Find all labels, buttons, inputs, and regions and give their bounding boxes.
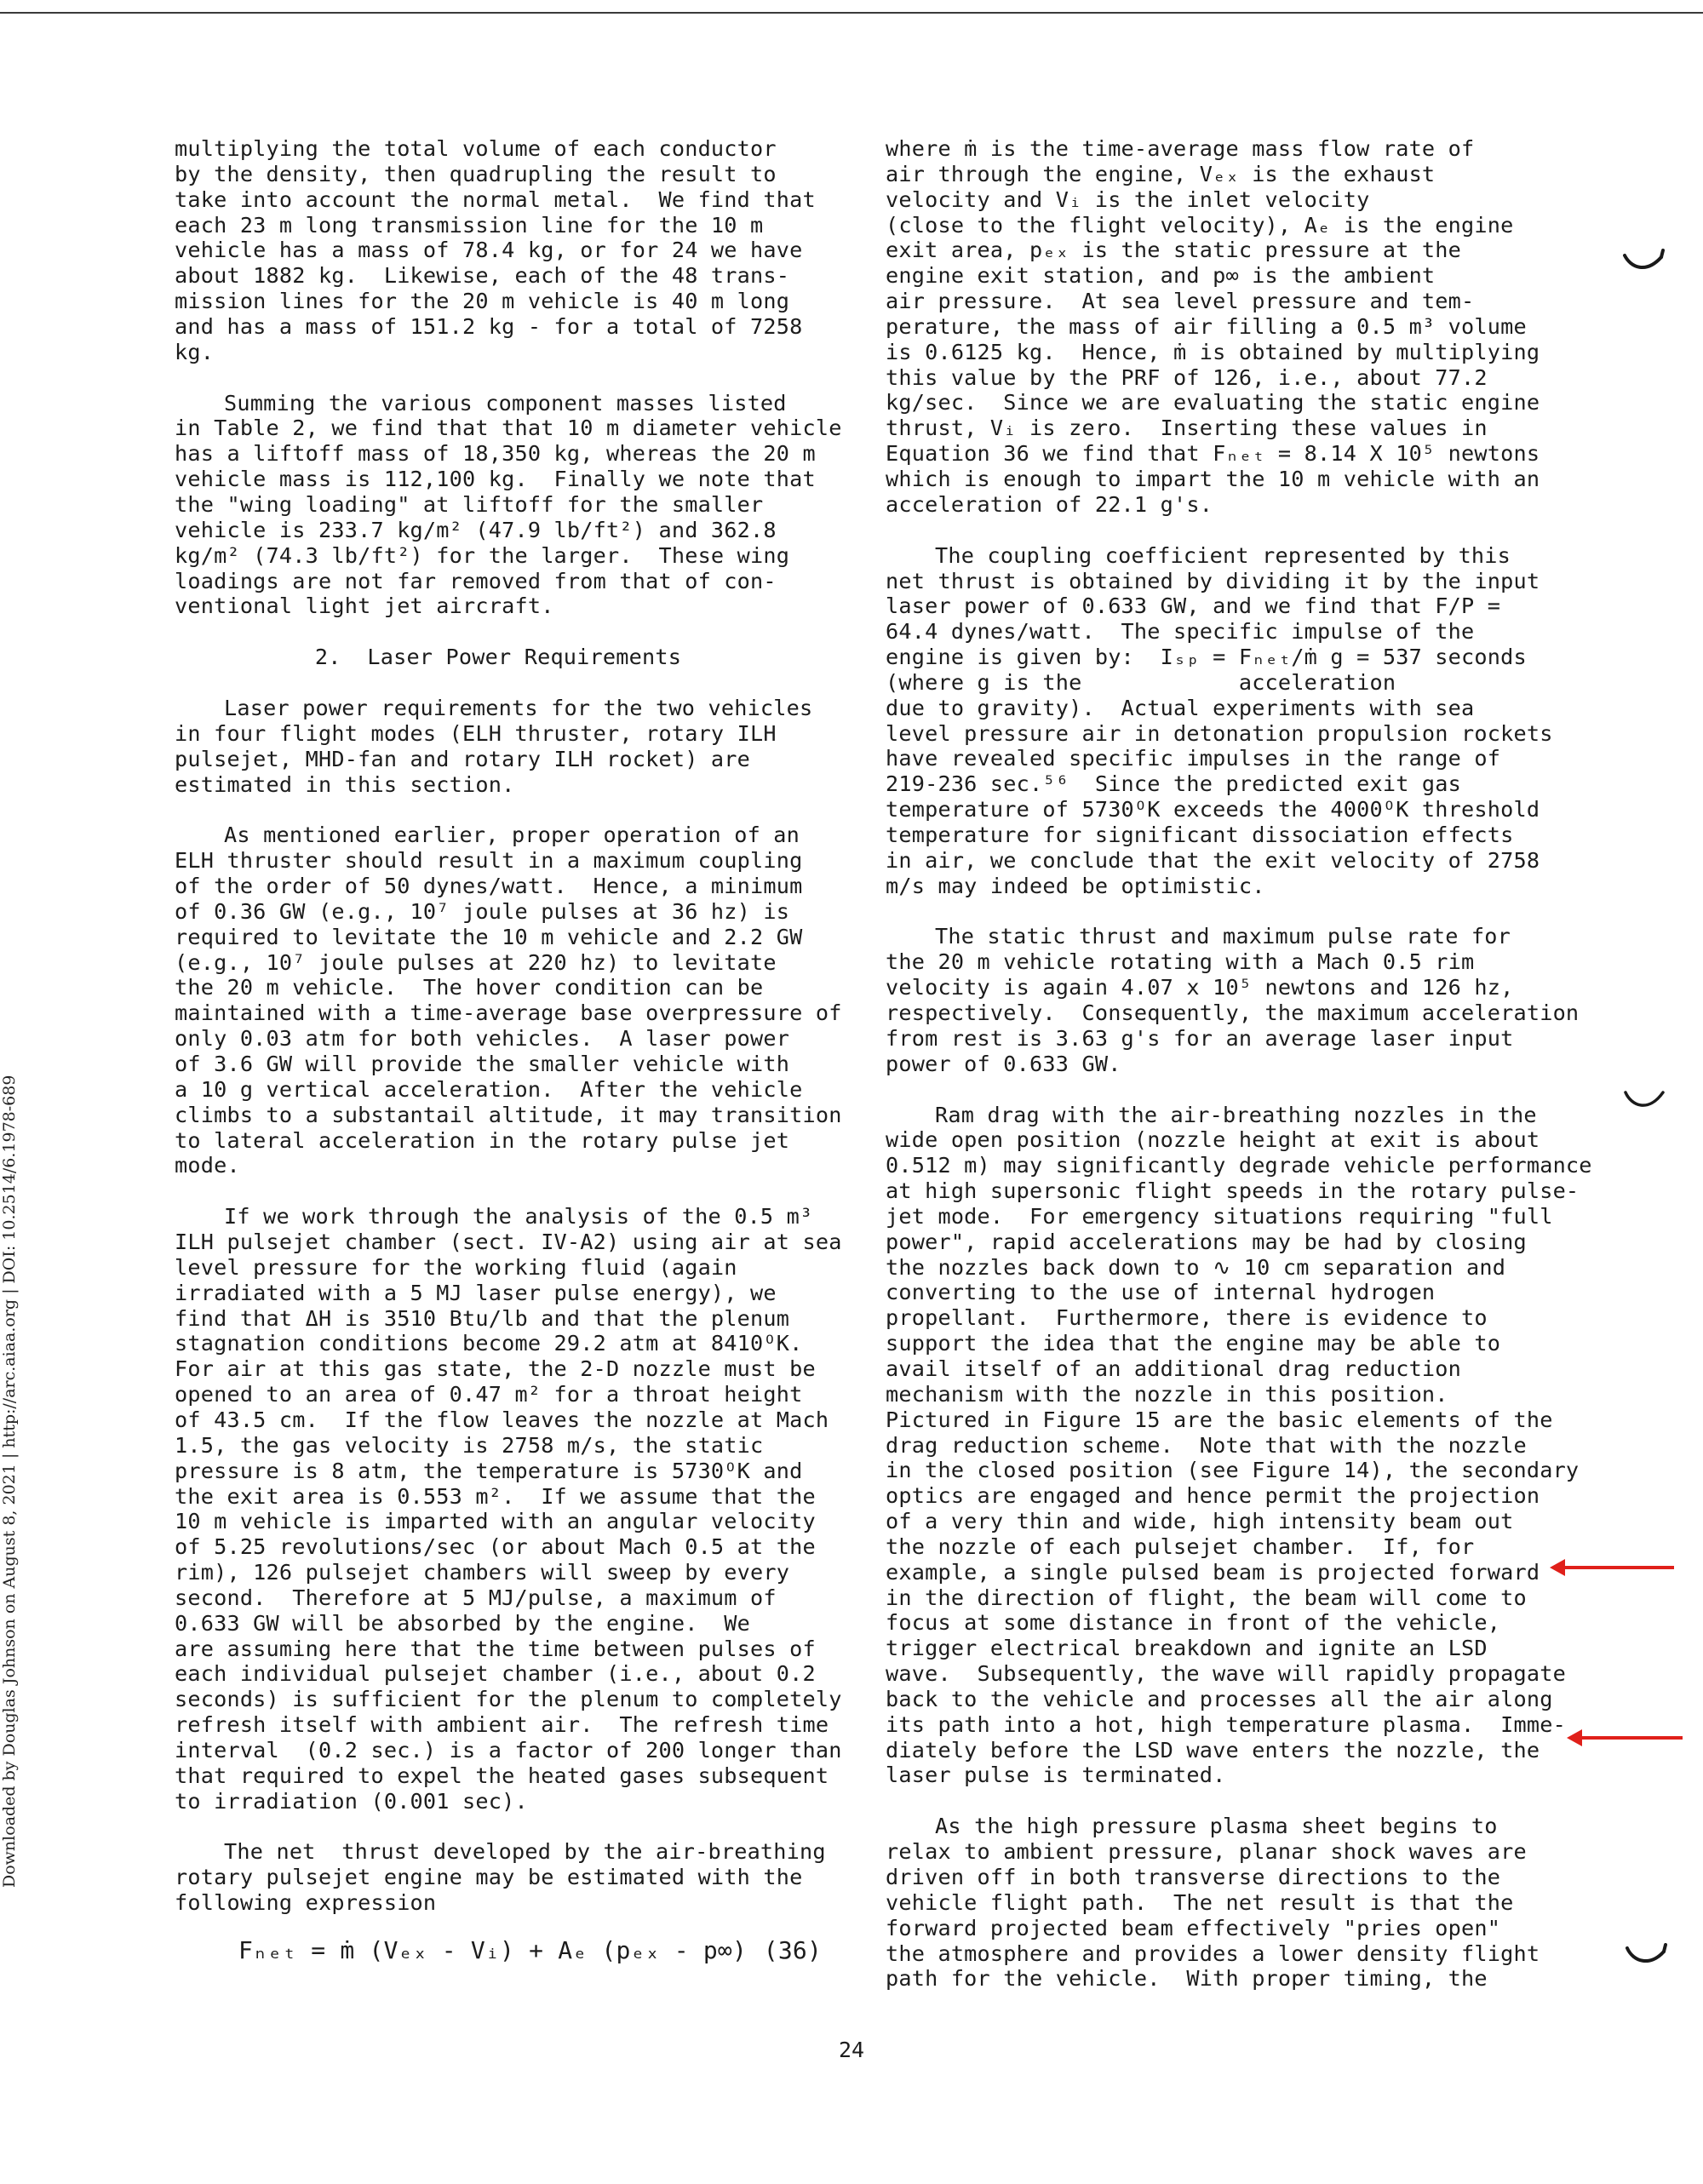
- text-line: Pictured in Figure 15 are the basic elements of the: [886, 1407, 1553, 1432]
- text-line: of the order of 50 dynes/watt. Hence, a minimum: [175, 874, 803, 899]
- text-line: velocity and Vᵢ is the inlet velocity: [886, 186, 1370, 212]
- text-line: net thrust is obtained by dividing it by the input: [886, 568, 1540, 593]
- text-line: If we work through the analysis of the 0.5 m³: [224, 1204, 813, 1230]
- margin-check-mark-icon: [1623, 1087, 1666, 1118]
- text-line: The static thrust and maximum pulse rate for: [935, 924, 1511, 949]
- text-line: each 23 m long transmission line for the 10 m: [175, 212, 764, 238]
- red-arrow-icon: [1565, 1727, 1684, 1749]
- text-line: converting to the use of internal hydrogen: [886, 1280, 1436, 1305]
- text-line: avail itself of an additional drag reduction: [886, 1356, 1462, 1381]
- paragraph: [886, 543, 1584, 899]
- equation-36: [175, 1938, 822, 1989]
- text-line: support the idea that the engine may be able to: [886, 1331, 1501, 1356]
- text-line: diately before the LSD wave enters the nozzle, the: [886, 1737, 1540, 1763]
- text-line: forward projected beam effectively "pries open": [886, 1915, 1501, 1940]
- text-line: has a liftoff mass of 18,350 kg, whereas the 20 m: [175, 441, 816, 467]
- margin-check-mark-icon: [1622, 249, 1665, 279]
- text-line: have revealed specific impulses in the range of: [886, 746, 1501, 771]
- text-line: kg/sec. Since we are evaluating the static engine: [886, 390, 1540, 416]
- text-line: back to the vehicle and processes all the air along: [886, 1686, 1553, 1711]
- text-line: laser power of 0.633 GW, and we find that F/P =: [886, 593, 1501, 619]
- text-line: exit area, pₑₓ is the static pressure at the: [886, 238, 1462, 263]
- text-line: air through the engine, Vₑₓ is the exhaust: [886, 161, 1436, 186]
- paragraph: [175, 390, 842, 620]
- text-line: wide open position (nozzle height at exit is about: [886, 1127, 1540, 1153]
- text-line: opened to an area of 0.47 m² for a throat height: [175, 1382, 803, 1407]
- text-line: pulsejet, MHD-fan and rotary ILH rocket) are: [175, 746, 751, 771]
- text-line: maintained with a time-average base overpressure of: [175, 1000, 842, 1026]
- text-line: find that ΔH is 3510 Btu/lb and that the plenum: [175, 1305, 790, 1331]
- text-line: multiplying the total volume of each conductor: [175, 136, 777, 161]
- text-line: in four flight modes (ELH thruster, rotary ILH: [175, 720, 777, 746]
- text-line: example, a single pulsed beam is projected forward: [886, 1559, 1540, 1585]
- text-line: ELH thruster should result in a maximum coupling: [175, 848, 803, 874]
- text-line: thrust, Vᵢ is zero. Inserting these values in: [886, 416, 1488, 441]
- text-line: focus at some distance in front of the vehicle,: [886, 1610, 1501, 1636]
- text-line: this value by the PRF of 126, i.e., about 77.2: [886, 364, 1488, 390]
- text-line: loadings are not far removed from that of con-: [175, 568, 777, 593]
- text-line: acceleration of 22.1 g's.: [886, 491, 1213, 517]
- text-line: vehicle is 233.7 kg/m² (47.9 lb/ft²) and 362.8: [175, 517, 777, 542]
- text-line: in the direction of flight, the beam will come to: [886, 1585, 1527, 1610]
- text-line: kg/m² (74.3 lb/ft²) for the larger. These wing: [175, 542, 790, 568]
- text-line: drag reduction scheme. Note that with the nozzle: [886, 1432, 1527, 1458]
- text-line: The net thrust developed by the air-breathing: [224, 1839, 826, 1865]
- margin-check-mark-icon: [1625, 1943, 1667, 1974]
- text-line: ILH pulsejet chamber (sect. IV-A2) using air at sea: [175, 1230, 842, 1255]
- red-arrow-icon: [1548, 1556, 1676, 1579]
- text-line: of 43.5 cm. If the flow leaves the nozzle at Mach: [175, 1407, 829, 1432]
- text-line: 219-236 sec.⁵⁶ Since the predicted exit gas: [886, 771, 1462, 797]
- text-line: its path into a hot, high temperature plasma. Imme-: [886, 1711, 1566, 1737]
- text-line: Ram drag with the air-breathing nozzles in the: [935, 1102, 1537, 1127]
- text-line: the nozzle of each pulsejet chamber. If, for: [886, 1533, 1475, 1559]
- text-line: of 5.25 revolutions/sec (or about Mach 0.5 at the: [175, 1534, 816, 1560]
- text-line: engine is given by: Iₛₚ = Fₙₑₜ/ṁ g = 537 seconds: [886, 645, 1527, 670]
- text-line: Laser power requirements for the two vehicles: [224, 696, 813, 721]
- text-line: Equation 36 we find that Fₙₑₜ = 8.14 X 10⁵ newtons: [886, 441, 1540, 467]
- text-line: wave. Subsequently, the wave will rapidly propagate: [886, 1661, 1566, 1687]
- text-line: by the density, then quadrupling the result to: [175, 161, 777, 186]
- right-column: [886, 136, 1592, 2017]
- text-line: the exit area is 0.553 m². If we assume that the: [175, 1483, 816, 1509]
- text-line: refresh itself with ambient air. The refresh time: [175, 1712, 829, 1738]
- text-line: 10 m vehicle is imparted with an angular velocity: [175, 1509, 816, 1534]
- paragraph: [886, 1814, 1584, 1992]
- paragraph: [886, 1102, 1592, 1789]
- text-line: about 1882 kg. Likewise, each of the 48 trans-: [175, 263, 790, 289]
- text-line: from rest is 3.63 g's for an average laser input: [886, 1025, 1514, 1051]
- text-line: air pressure. At sea level pressure and tem-: [886, 289, 1475, 314]
- section-heading: 2. Laser Power Requirements: [314, 645, 682, 670]
- text-line: engine exit station, and p∞ is the ambient: [886, 263, 1436, 289]
- text-line: vehicle has a mass of 78.4 kg, or for 24 we have: [175, 238, 803, 263]
- text-line: For air at this gas state, the 2-D nozzle must be: [175, 1356, 816, 1382]
- text-line: driven off in both transverse directions to the: [886, 1865, 1501, 1889]
- equation-body: Fₙₑₜ = ṁ (Vₑₓ - Vᵢ) + Aₑ (pₑₓ - p∞): [238, 1936, 748, 1964]
- text-line: of 3.6 GW will provide the smaller vehicle with: [175, 1052, 790, 1076]
- text-line: is 0.6125 kg. Hence, ṁ is obtained by multiplying: [886, 339, 1540, 364]
- text-line: irradiated with a 5 MJ laser pulse energy), we: [175, 1280, 777, 1305]
- text-line: level pressure for the working fluid (again: [175, 1254, 737, 1280]
- paragraph: [175, 696, 822, 797]
- text-line: laser pulse is terminated.: [886, 1763, 1226, 1788]
- text-line: (e.g., 10⁷ joule pulses at 220 hz) to levitate: [175, 949, 777, 975]
- paragraph: [175, 1204, 842, 1814]
- text-line: As the high pressure plasma sheet begins to: [935, 1814, 1498, 1839]
- text-line: second. Therefore at 5 MJ/pulse, a maximum of: [175, 1585, 777, 1610]
- text-line: level pressure air in detonation propulsion rockets: [886, 720, 1553, 746]
- text-line: are assuming here that the time between pulses of: [175, 1636, 816, 1661]
- paragraph: [886, 924, 1584, 1076]
- text-line: temperature of 5730ᴼK exceeds the 4000ᴼK threshold: [886, 797, 1540, 823]
- text-line: seconds) is sufficient for the plenum to completely: [175, 1687, 842, 1712]
- text-line: As mentioned earlier, proper operation of an: [224, 823, 800, 848]
- equation-number: (36): [763, 1936, 822, 1964]
- text-line: rotary pulsejet engine may be estimated with the: [175, 1865, 803, 1890]
- paragraph: [175, 1839, 826, 1916]
- text-line: which is enough to impart the 10 m vehicle with an: [886, 466, 1540, 491]
- text-line: pressure is 8 atm, the temperature is 5730ᴼK and: [175, 1458, 803, 1483]
- text-line: due to gravity). Actual experiments with sea: [886, 695, 1475, 720]
- text-line: of a very thin and wide, high intensity beam out: [886, 1509, 1514, 1534]
- page-number: 24: [838, 2038, 865, 2062]
- text-line: mechanism with the nozzle in this position.: [886, 1381, 1448, 1407]
- text-line: propellant. Furthermore, there is evidence to: [886, 1305, 1488, 1331]
- text-line: power of 0.633 GW.: [886, 1051, 1121, 1076]
- text-line: temperature for significant dissociation effects: [886, 822, 1514, 847]
- text-line: in air, we conclude that the exit velocity of 2758: [886, 847, 1540, 873]
- text-line: respectively. Consequently, the maximum acceleration: [886, 1000, 1580, 1025]
- text-line: perature, the mass of air filling a 0.5 m³ volume: [886, 313, 1527, 339]
- text-line: Summing the various component masses listed: [224, 390, 787, 416]
- paragraph: [886, 136, 1584, 518]
- text-line: mode.: [175, 1153, 240, 1178]
- left-column: [175, 136, 842, 1989]
- text-line: required to levitate the 10 m vehicle and 2.2 GW: [175, 924, 803, 949]
- text-line: the atmosphere and provides a lower density flight: [886, 1940, 1540, 1966]
- text-line: that required to expel the heated gases subsequent: [175, 1763, 829, 1788]
- text-line: in Table 2, we find that that 10 m diameter vehicle: [175, 416, 842, 441]
- text-line: The coupling coefficient represented by this: [935, 542, 1511, 568]
- text-line: (where g is the acceleration: [886, 669, 1396, 695]
- top-rule: [0, 12, 1703, 14]
- text-line: ventional light jet aircraft.: [175, 593, 554, 619]
- text-line: to irradiation (0.001 sec).: [175, 1788, 528, 1814]
- text-line: 0.512 m) may significantly degrade vehicle performance: [886, 1153, 1592, 1178]
- text-line: path for the vehicle. With proper timing, the: [886, 1966, 1488, 1992]
- download-stamp-text: Downloaded by Douglas Johnson on August 8, 2021 | http://arc.aiaa.org | DOI: 10.2514/6.1978-689: [0, 1075, 19, 1888]
- text-line: mission lines for the 20 m vehicle is 40 m long: [175, 289, 790, 314]
- text-line: jet mode. For emergency situations requiring "full: [886, 1203, 1553, 1229]
- text-line: m/s may indeed be optimistic.: [886, 873, 1265, 898]
- text-line: 64.4 dynes/watt. The specific impulse of the: [886, 619, 1475, 645]
- text-line: following expression: [175, 1890, 437, 1916]
- text-line: interval (0.2 sec.) is a factor of 200 longer than: [175, 1737, 842, 1763]
- text-line: 1.5, the gas velocity is 2758 m/s, the static: [175, 1432, 764, 1458]
- text-line: rim), 126 pulsejet chambers will sweep by every: [175, 1560, 790, 1585]
- text-line: the nozzles back down to ∿ 10 cm separation and: [886, 1254, 1506, 1280]
- text-line: velocity is again 4.07 x 10⁵ newtons and 126 hz,: [886, 975, 1514, 1000]
- text-line: and has a mass of 151.2 kg - for a total of 7258: [175, 313, 803, 339]
- text-line: optics are engaged and hence permit the projection: [886, 1483, 1540, 1509]
- text-line: power", rapid accelerations may be had by closing: [886, 1229, 1527, 1254]
- text-line: estimated in this section.: [175, 771, 515, 797]
- text-line: vehicle flight path. The net result is that the: [886, 1889, 1514, 1915]
- text-line: the 20 m vehicle rotating with a Mach 0.5 rim: [886, 949, 1475, 975]
- text-line: (close to the flight velocity), Aₑ is the engine: [886, 212, 1514, 238]
- text-line: trigger electrical breakdown and ignite an LSD: [886, 1636, 1488, 1661]
- text-line: relax to ambient pressure, planar shock waves are: [886, 1839, 1527, 1865]
- text-line: stagnation conditions become 29.2 atm at 8410ᴼK.: [175, 1331, 803, 1356]
- text-line: the 20 m vehicle. The hover condition can be: [175, 975, 764, 1000]
- text-line: kg.: [175, 339, 215, 364]
- text-line: in the closed position (see Figure 14), the secondary: [886, 1458, 1580, 1483]
- text-line: where ṁ is the time-average mass flow rate of: [886, 136, 1475, 161]
- text-line: to lateral acceleration in the rotary pulse jet: [175, 1127, 790, 1153]
- paragraph: [175, 136, 822, 365]
- paragraph: [175, 823, 842, 1178]
- text-line: take into account the normal metal. We find that: [175, 186, 816, 212]
- text-line: each individual pulsejet chamber (i.e., about 0.2: [175, 1661, 816, 1687]
- text-line: 0.633 GW will be absorbed by the engine. We: [175, 1610, 751, 1636]
- text-line: of 0.36 GW (e.g., 10⁷ joule pulses at 36 hz) is: [175, 898, 790, 924]
- text-line: at high supersonic flight speeds in the rotary pulse-: [886, 1178, 1580, 1204]
- text-line: only 0.03 atm for both vehicles. A laser power: [175, 1026, 790, 1052]
- text-line: a 10 g vertical acceleration. After the vehicle: [175, 1076, 803, 1102]
- text-line: the "wing loading" at liftoff for the smaller: [175, 491, 764, 517]
- text-line: vehicle mass is 112,100 kg. Finally we note that: [175, 467, 816, 492]
- text-line: climbs to a substantail altitude, it may transition: [175, 1102, 842, 1127]
